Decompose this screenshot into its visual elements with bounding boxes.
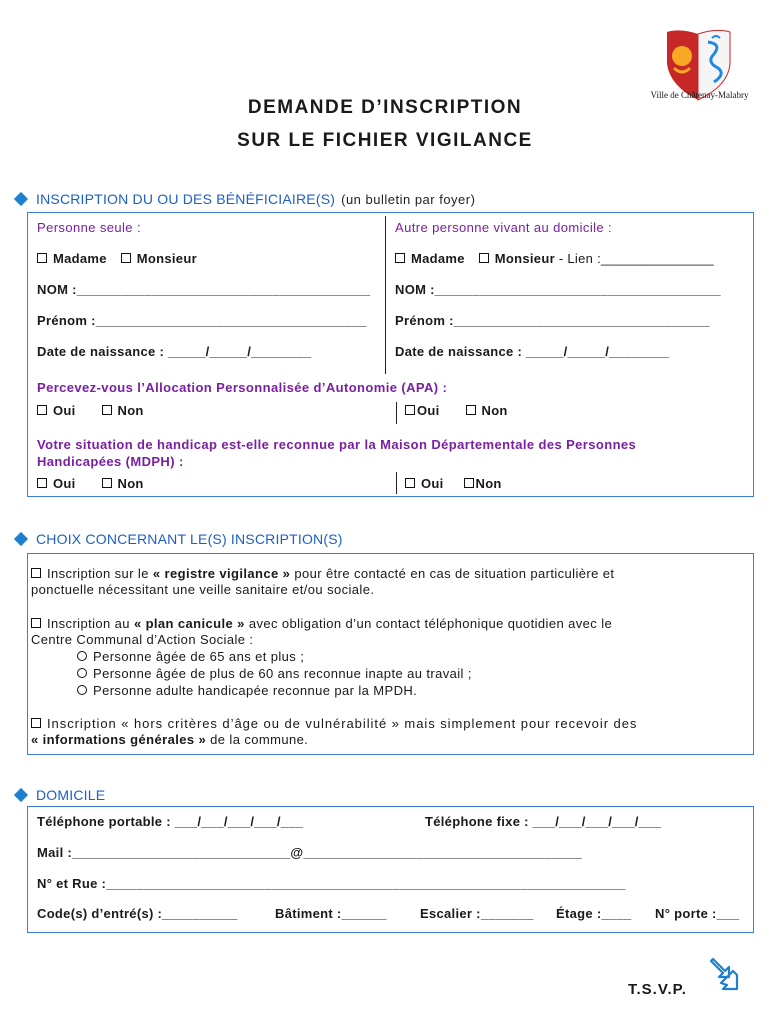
- opt2-text-b: avec obligation d’un contact téléphonique quotidien avec le: [248, 616, 613, 631]
- opt2-text-a: Inscription au: [47, 616, 130, 631]
- apa-left-options: [37, 403, 144, 418]
- autre-personne-heading: Autre personne vivant au domicile :: [395, 220, 613, 235]
- madame-checkbox[interactable]: [37, 253, 47, 263]
- tel-fixe-field[interactable]: Téléphone fixe : ___/___/___/___/___: [425, 814, 662, 829]
- apa-non-checkbox[interactable]: [102, 405, 112, 415]
- apa-oui-checkbox-2[interactable]: [405, 405, 415, 415]
- column-divider-mdph: [396, 472, 397, 494]
- mdph-question-line1: Votre situation de handicap est-elle reconnue par la Maison Départementale des Personnes: [37, 437, 637, 452]
- option-canicule: [31, 616, 747, 699]
- section-choix-header: [16, 531, 343, 547]
- column-divider-apa: [396, 402, 397, 424]
- section-beneficiaires-title: INSCRIPTION DU OU DES BÉNÉFICIAIRE(S): [36, 191, 336, 207]
- sub2-radio[interactable]: [77, 668, 87, 678]
- section-beneficiaires-subtitle: (un bulletin par foyer): [341, 191, 476, 207]
- diamond-bullet-icon: [14, 192, 28, 206]
- sub1-radio[interactable]: [77, 651, 87, 661]
- right-nom-field[interactable]: NOM :______________________________________: [395, 282, 721, 297]
- apa-right-options: [405, 403, 508, 418]
- diamond-bullet-icon: [14, 532, 28, 546]
- opt1-line2: ponctuelle nécessitant une veille sanitaire et/ou sociale.: [31, 582, 375, 597]
- mail-field[interactable]: Mail :_____________________________@_____________________________________: [37, 845, 582, 860]
- sub3-label: Personne adulte handicapée reconnue par la MPDH.: [93, 683, 418, 698]
- monsieur-checkbox-2[interactable]: [479, 253, 489, 263]
- sub2-label: Personne âgée de plus de 60 ans reconnue inapte au travail ;: [93, 666, 472, 681]
- mdph-right-options: [405, 476, 502, 491]
- left-civilite: [37, 251, 197, 266]
- madame-label-2: Madame: [411, 251, 465, 266]
- opt3-line1: Inscription « hors critères d’âge ou de vulnérabilité » mais simplement pour recevoir des: [47, 716, 638, 731]
- personne-seule-heading: Personne seule :: [37, 220, 141, 235]
- porte-field[interactable]: N° porte :___: [655, 906, 740, 921]
- non-label-3: Non: [117, 476, 144, 491]
- madame-label: Madame: [53, 251, 107, 266]
- tsvp-label: T.S.V.P.: [628, 981, 687, 998]
- mdph-non-checkbox[interactable]: [102, 478, 112, 488]
- mdph-oui-checkbox-2[interactable]: [405, 478, 415, 488]
- opt2-bold: « plan canicule »: [133, 616, 245, 631]
- mdph-left-options: [37, 476, 144, 491]
- batiment-field[interactable]: Bâtiment :______: [275, 906, 387, 921]
- oui-label-3: Oui: [53, 476, 76, 491]
- opt3-bold: « informations générales »: [31, 732, 207, 747]
- non-label-2: Non: [481, 403, 508, 418]
- monsieur-checkbox[interactable]: [121, 253, 131, 263]
- opt1-text-a: Inscription sur le: [47, 566, 149, 581]
- opt2-line2: Centre Communal d’Action Sociale :: [31, 632, 254, 647]
- left-naissance-field[interactable]: Date de naissance : _____/_____/________: [37, 344, 312, 359]
- apa-question: Percevez-vous l’Allocation Personnalisée d’Autonomie (APA) :: [37, 380, 448, 395]
- monsieur-label: Monsieur: [136, 251, 197, 266]
- page-title-line1: DEMANDE D’INSCRIPTION: [247, 97, 523, 118]
- mdph-oui-checkbox[interactable]: [37, 478, 47, 488]
- code-entree-field[interactable]: Code(s) d’entré(s) :__________: [37, 906, 238, 921]
- option-hors-criteres: [31, 716, 737, 748]
- etage-field[interactable]: Étage :____: [556, 906, 632, 921]
- left-prenom-field[interactable]: Prénom :____________________________________: [37, 313, 367, 328]
- right-naissance-field[interactable]: Date de naissance : _____/_____/________: [395, 344, 670, 359]
- opt3-text-b: de la commune.: [210, 732, 309, 747]
- oui-label-2: Oui: [417, 403, 440, 418]
- canicule-checkbox[interactable]: [31, 618, 41, 628]
- section-domicile-title: DOMICILE: [36, 787, 106, 803]
- left-nom-field[interactable]: NOM :_______________________________________: [37, 282, 371, 297]
- tel-portable-field[interactable]: Téléphone portable : ___/___/___/___/___: [37, 814, 304, 829]
- page-title-line2: SUR LE FICHIER VIGILANCE: [237, 130, 533, 151]
- mdph-non-checkbox-2[interactable]: [464, 478, 474, 488]
- rue-field[interactable]: N° et Rue :_____________________________________________________________________: [37, 876, 626, 891]
- hors-criteres-checkbox[interactable]: [31, 718, 41, 728]
- section-beneficiaires-header: [16, 191, 475, 207]
- registre-checkbox[interactable]: [31, 568, 41, 578]
- non-label: Non: [117, 403, 144, 418]
- section-domicile-header: [16, 787, 105, 803]
- madame-checkbox-2[interactable]: [395, 253, 405, 263]
- column-divider-top: [385, 216, 386, 374]
- oui-label: Oui: [53, 403, 76, 418]
- section-choix-title: CHOIX CONCERNANT LE(S) INSCRIPTION(S): [36, 531, 343, 547]
- apa-non-checkbox-2[interactable]: [466, 405, 476, 415]
- escalier-field[interactable]: Escalier :_______: [420, 906, 534, 921]
- turn-page-arrow-icon: [705, 955, 745, 995]
- opt1-bold: « registre vigilance »: [152, 566, 291, 581]
- logo-caption: Ville de Châtenay-Malabry: [650, 90, 749, 100]
- diamond-bullet-icon: [14, 788, 28, 802]
- non-label-4: Non: [475, 476, 502, 491]
- sub3-radio[interactable]: [77, 685, 87, 695]
- apa-oui-checkbox[interactable]: [37, 405, 47, 415]
- sub1-label: Personne âgée de 65 ans et plus ;: [93, 649, 305, 664]
- opt1-text-b: pour être contacté en cas de situation particulière et: [294, 566, 615, 581]
- lien-field[interactable]: - Lien :_______________: [554, 251, 714, 266]
- right-prenom-field[interactable]: Prénom :__________________________________: [395, 313, 710, 328]
- option-registre: [31, 566, 747, 598]
- monsieur-label-2: Monsieur: [494, 251, 555, 266]
- right-civilite: [395, 251, 714, 266]
- oui-label-4: Oui: [421, 476, 444, 491]
- mdph-question-line2: Handicapées (MDPH) :: [37, 454, 184, 469]
